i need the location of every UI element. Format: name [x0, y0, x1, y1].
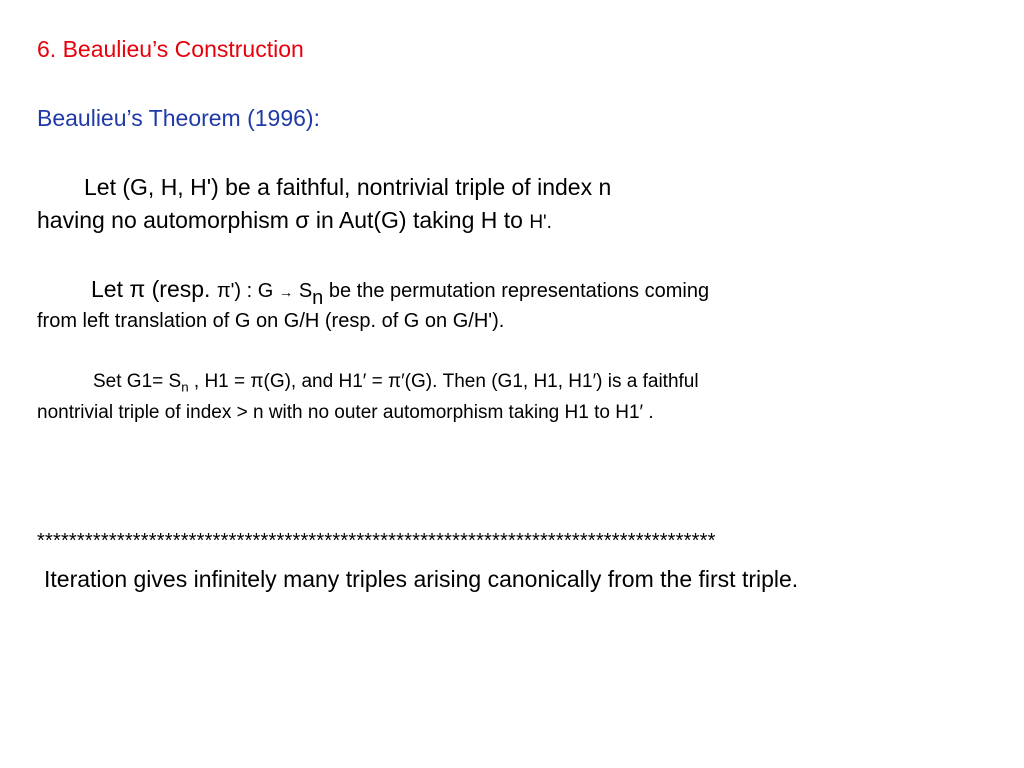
representation-rest: be the permutation representations coming [323, 280, 710, 302]
sym-group-subscript: n [312, 287, 324, 309]
representation-line-1 [91, 276, 710, 309]
sym-group-s: S [293, 280, 313, 302]
separator-stars: ************************************************************************************* [37, 530, 716, 552]
pi-prime-text: π') : G [216, 280, 279, 302]
statement-line-2-text: having no automorphism σ in Aut(G) taking H to [37, 207, 530, 233]
set-g1-subscript: n [181, 379, 189, 395]
let-pi-text: Let π (resp. [91, 276, 217, 302]
arrow-icon: → [278, 285, 294, 301]
iteration-line-2: nontrivial triple of index > n with no outer automorphism taking H1 to H1′ . [37, 402, 654, 423]
iteration-line-1 [93, 371, 699, 395]
set-g1-text: Set G1= S [93, 371, 182, 392]
theorem-title: Beaulieu’s Theorem (1996): [37, 105, 320, 131]
iteration-rest: , H1 = π(G), and H1′ = π′(G). Then (G1, H1, H1′) is a faithful [188, 371, 699, 392]
statement-line-1: Let (G, H, H') be a faithful, nontrivial triple of index n [84, 174, 612, 200]
statement-h-prime: H'. [529, 212, 552, 233]
slide-heading: 6. Beaulieu’s Construction [37, 36, 304, 62]
statement-line-2 [37, 209, 552, 232]
conclusion-text: Iteration gives infinitely many triples arising canonically from the first triple. [44, 566, 799, 592]
representation-line-2: from left translation of G on G/H (resp. of G on G/H'). [37, 310, 505, 332]
